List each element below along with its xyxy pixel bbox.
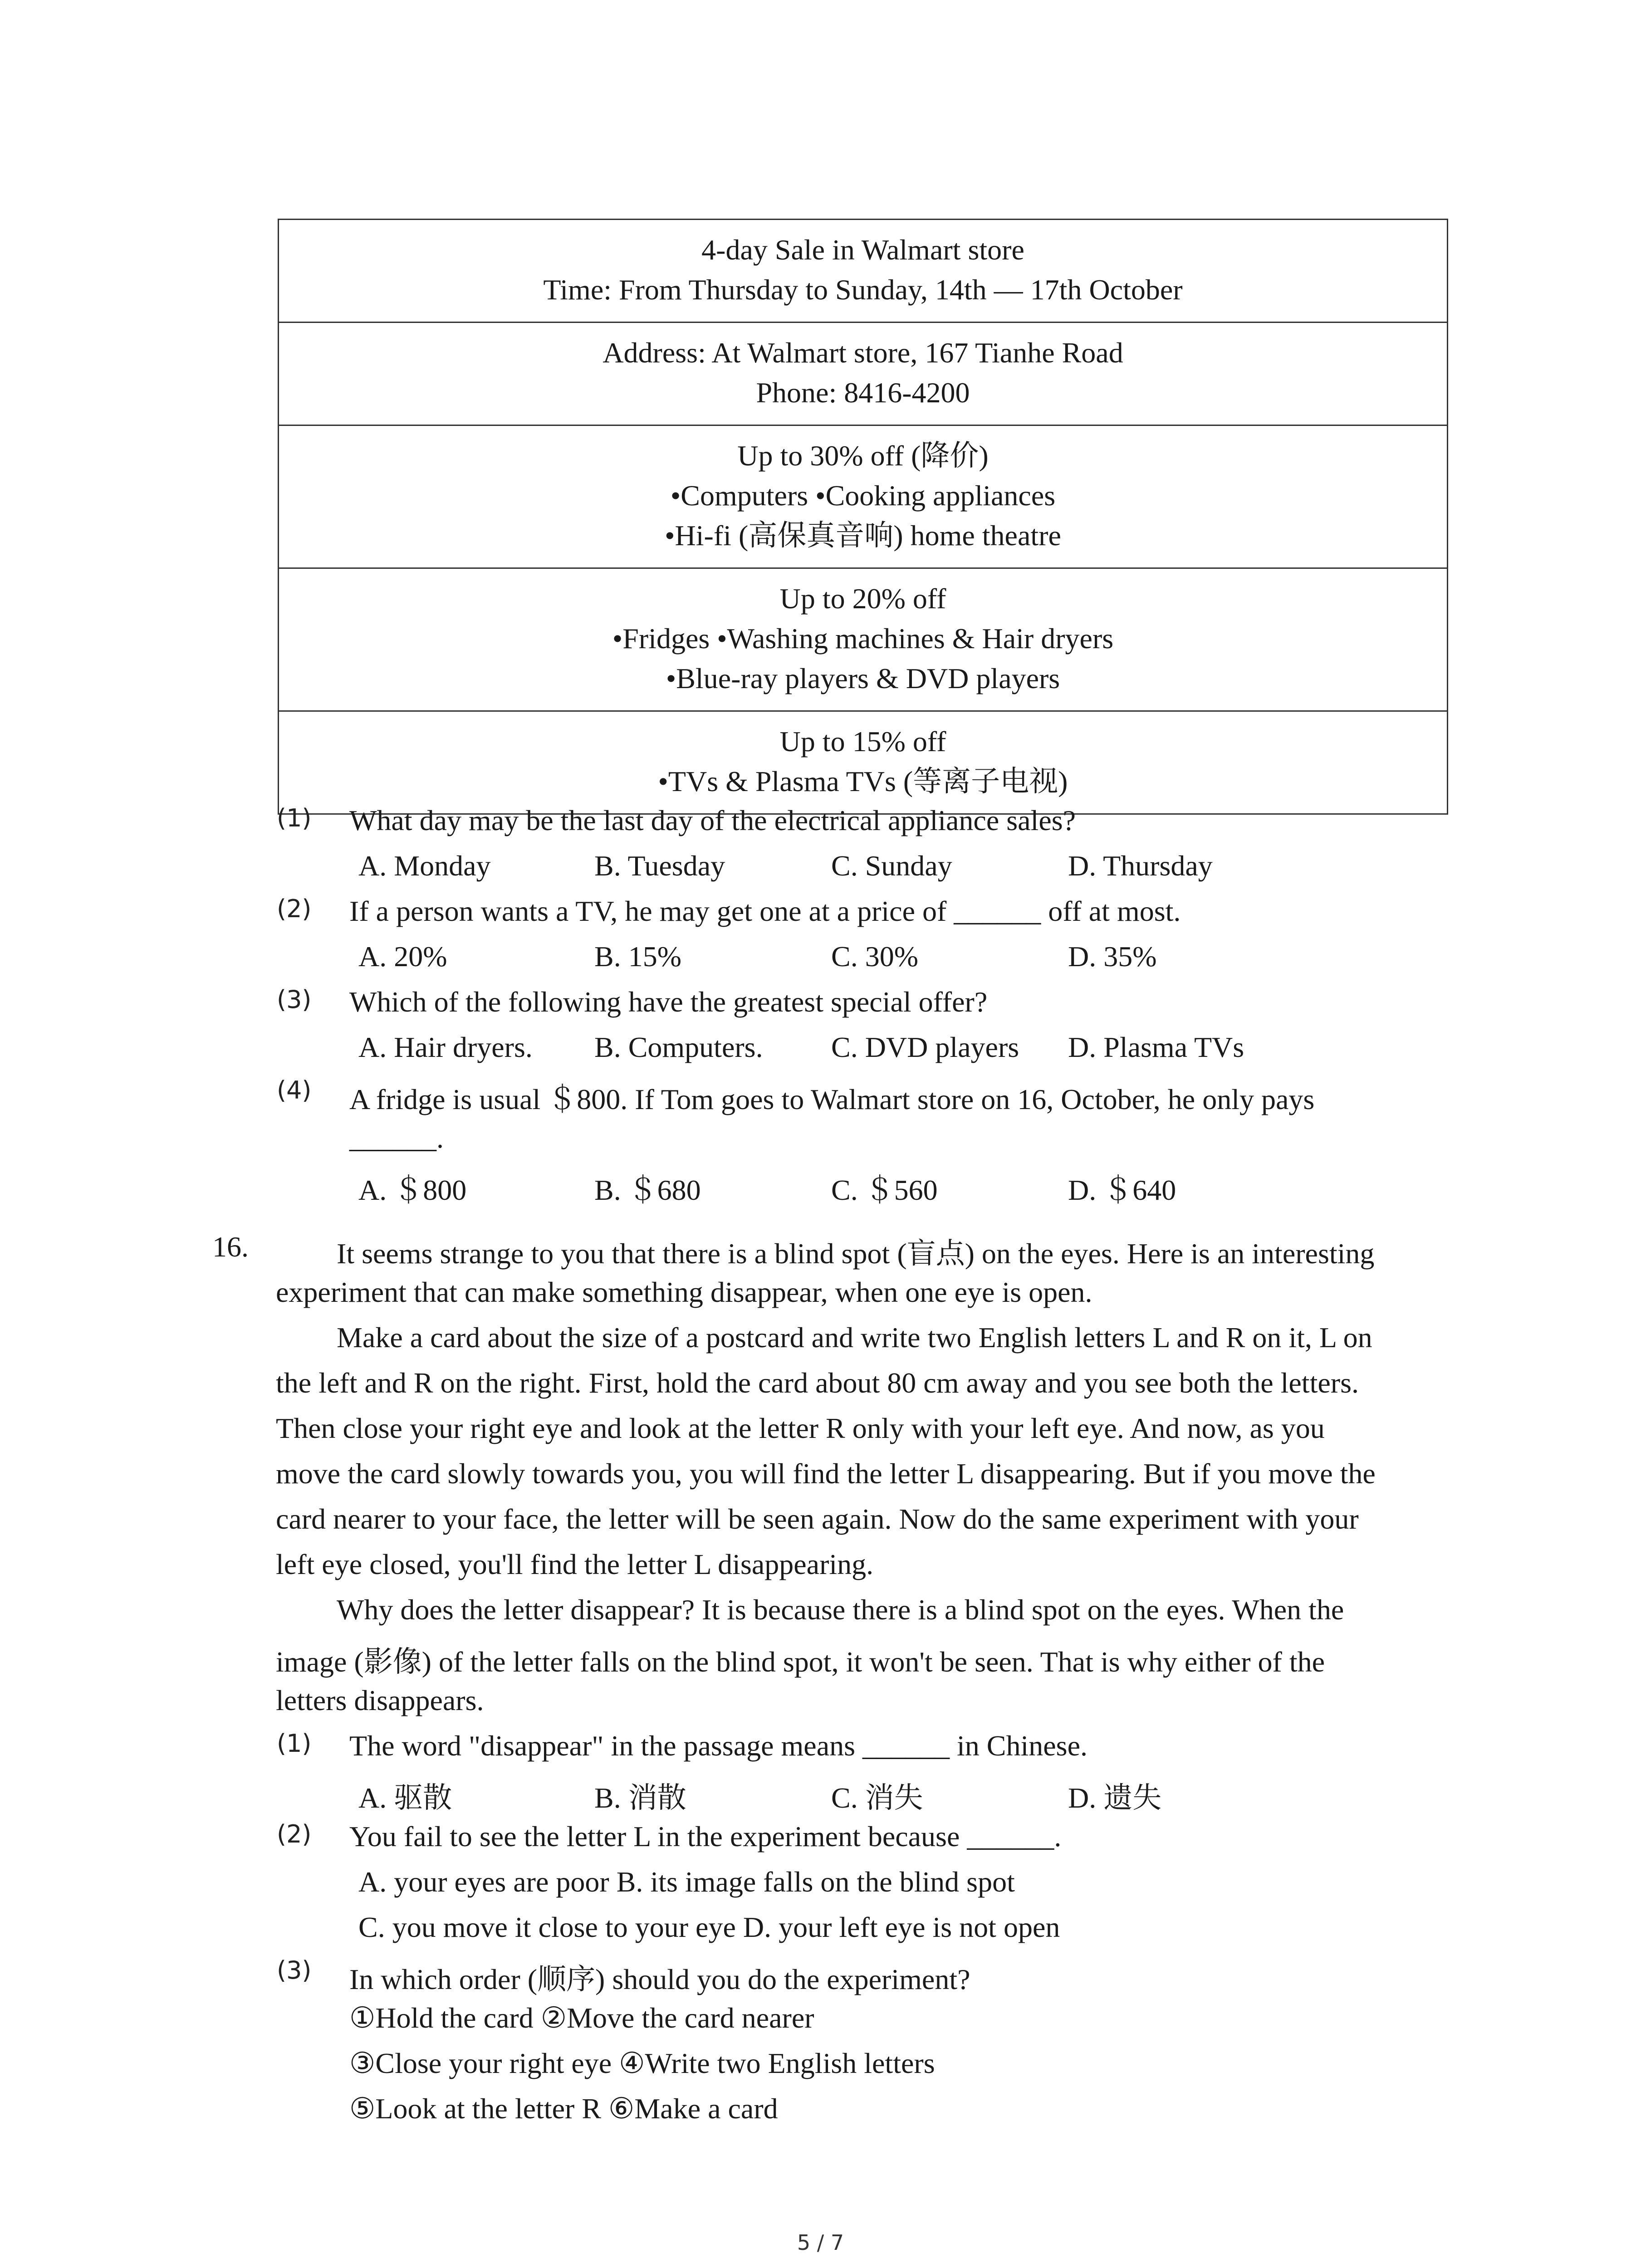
sale-row-title (279, 220, 1447, 323)
question-text: If a person wants a TV, he may get one at a price of ______ off at most. (349, 895, 1181, 927)
step-line: ③Close your right eye ④Write two English letters (349, 2047, 935, 2079)
page-number: 5 / 7 (797, 2230, 844, 2255)
passage-line: Make a card about the size of a postcard and write two English letters L and R on it, L on (337, 1321, 1372, 1354)
passage-line: Why does the letter disappear? It is because there is a blind spot on the eyes. When the (337, 1593, 1344, 1626)
option: C. ＄560 (831, 1174, 938, 1206)
passage-line: the left and R on the right. First, hold the card about 80 cm away and you see both the letters. (276, 1367, 1359, 1399)
passage-line: left eye closed, you'll find the letter L disappearing. (276, 1548, 874, 1580)
passage-line: It seems strange to you that there is a blind spot (盲点) on the eyes. Here is an interesting (337, 1237, 1375, 1270)
sale-time: Time: From Thursday to Sunday, 14th — 17th October (543, 274, 1183, 306)
option: A. Monday (358, 850, 491, 882)
sale-title: 4-day Sale in Walmart store (701, 234, 1024, 266)
sale-row-30-off (279, 426, 1447, 569)
option: B. Computers. (594, 1031, 763, 1063)
item-number: 16. (212, 1231, 249, 1263)
question-number: (3) (277, 1956, 312, 1984)
question-text: In which order (顺序) should you do the experiment? (349, 1963, 970, 1995)
option: D. ＄640 (1068, 1174, 1176, 1206)
option: D. 35% (1068, 940, 1157, 973)
option: D. 遗失 (1068, 1782, 1162, 1814)
question-number: (1) (277, 804, 312, 832)
passage-line: card nearer to your face, the letter will be seen again. Now do the same experiment with your (276, 1503, 1359, 1535)
discount-item: •Hi-fi (高保真音响) home theatre (665, 519, 1061, 552)
sale-address: Address: At Walmart store, 167 Tianhe Road (603, 337, 1123, 369)
option: D. Thursday (1068, 850, 1213, 882)
passage-line: move the card slowly towards you, you will find the letter L disappearing. But if you move the (276, 1457, 1376, 1490)
question-text: Which of the following have the greatest special offer? (349, 986, 988, 1018)
question-text: What day may be the last day of the electrical appliance sales? (349, 804, 1076, 836)
option: C. 30% (831, 940, 918, 973)
sale-row-15-off (279, 712, 1447, 813)
discount-item: •TVs & Plasma TVs (等离子电视) (658, 765, 1068, 797)
question-number: (4) (277, 1076, 312, 1105)
question-text: The word "disappear" in the passage means ______ in Chinese. (349, 1730, 1087, 1762)
step-line: ⑤Look at the letter R ⑥Make a card (349, 2092, 778, 2125)
option: A. 驱散 (358, 1782, 452, 1814)
option: B. ＄680 (594, 1174, 701, 1206)
sale-phone: Phone: 8416-4200 (756, 376, 970, 409)
passage-line: Then close your right eye and look at the letter R only with your left eye. And now, as you (276, 1412, 1325, 1444)
option: B. 15% (594, 940, 681, 973)
question-number: (1) (277, 1729, 312, 1758)
sale-row-address (279, 323, 1447, 426)
question-number: (2) (277, 894, 312, 923)
option: A. Hair dryers. (358, 1031, 533, 1063)
question-number: (2) (277, 1820, 312, 1848)
option-line: A. your eyes are poor B. its image falls on the blind spot (358, 1866, 1015, 1898)
question-text: You fail to see the letter L in the experiment because ______. (349, 1820, 1062, 1853)
passage-line: experiment that can make something disappear, when one eye is open. (276, 1276, 1092, 1308)
discount-heading: Up to 15% off (779, 725, 946, 758)
passage-line: letters disappears. (276, 1684, 484, 1716)
option: C. Sunday (831, 850, 952, 882)
discount-item: •Computers •Cooking appliances (670, 479, 1056, 512)
option: B. Tuesday (594, 850, 725, 882)
option: A. 20% (358, 940, 447, 973)
answer-blank: ______. (349, 1122, 444, 1154)
step-line: ①Hold the card ②Move the card nearer (349, 2002, 814, 2034)
discount-item: •Fridges •Washing machines & Hair dryers (612, 622, 1114, 655)
option: A. ＄800 (358, 1174, 467, 1206)
sale-row-20-off (279, 569, 1447, 712)
question-text: A fridge is usual ＄800. If Tom goes to Walmart store on 16, October, he only pays (349, 1083, 1315, 1115)
discount-heading: Up to 20% off (779, 582, 946, 615)
discount-heading: Up to 30% off (降价) (737, 440, 989, 472)
discount-item: •Blue-ray players & DVD players (666, 662, 1060, 694)
option-line: C. you move it close to your eye D. your left eye is not open (358, 1911, 1060, 1943)
option: D. Plasma TVs (1068, 1031, 1244, 1063)
option: B. 消散 (594, 1782, 686, 1814)
question-number: (3) (277, 985, 312, 1014)
option: C. 消失 (831, 1782, 923, 1814)
sale-advertisement-table (278, 219, 1448, 815)
option: C. DVD players (831, 1031, 1019, 1063)
passage-line: image (影像) of the letter falls on the blind spot, it won't be seen. That is why either of the (276, 1646, 1325, 1678)
